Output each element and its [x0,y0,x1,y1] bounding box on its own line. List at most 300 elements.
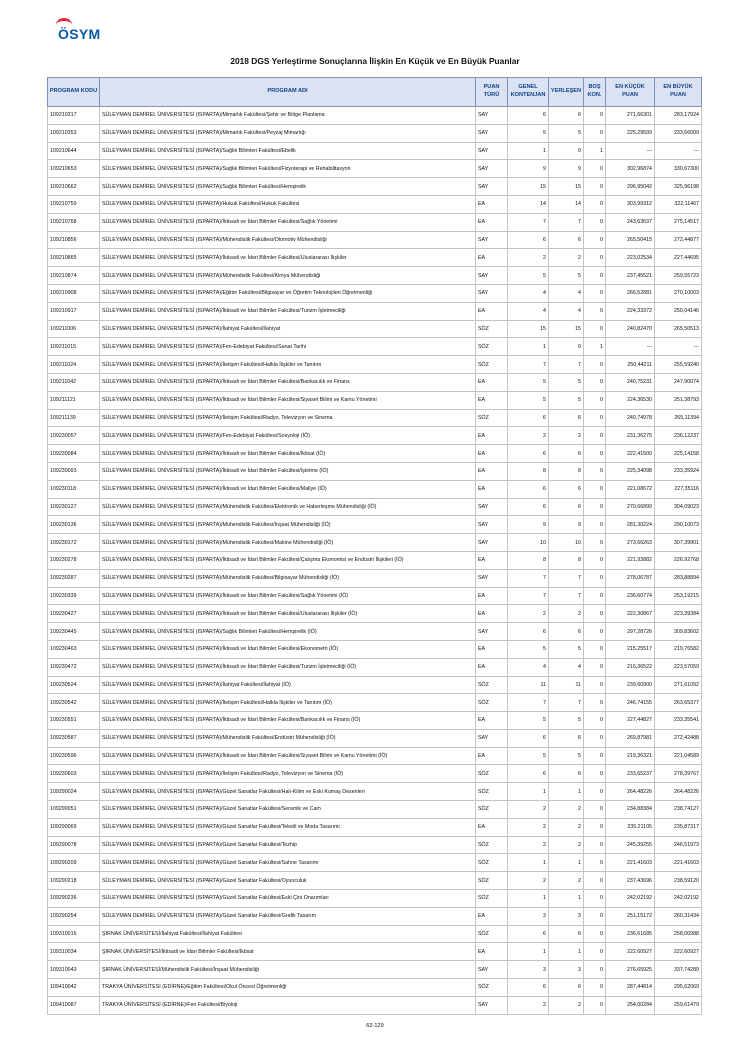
cell-min-score: 236,60774 [606,587,655,605]
cell-program-code: 109230084 [48,445,100,463]
cell-placed: 1 [549,890,584,908]
cell-min-score: 227,44827 [606,712,655,730]
cell-program-code: 109211121 [48,391,100,409]
cell-empty-quota: 0 [584,160,606,178]
cell-max-score: 271,61092 [655,676,702,694]
cell-empty-quota: 0 [584,427,606,445]
cell-placed: 8 [549,462,584,480]
cell-empty-quota: 0 [584,747,606,765]
cell-program-name: SÜLEYMAN DEMİREL ÜNİVERSİTESİ (ISPARTA)/Güzel Sanatlar Fakültesi/Halı-Kilim ve Eski Kumaş Desenleri [100,783,476,801]
cell-max-score: 307,39901 [655,534,702,552]
cell-max-score: 226,92768 [655,551,702,569]
cell-empty-quota: 0 [584,836,606,854]
table-row [48,445,702,463]
cell-score-type: EA [476,391,508,409]
table-row [48,249,702,267]
table-row [48,729,702,747]
cell-max-score: 264,48226 [655,783,702,801]
cell-quota: 5 [508,747,549,765]
table-row [48,818,702,836]
cell-program-name: SÜLEYMAN DEMİREL ÜNİVERSİTESİ (ISPARTA)/Güzel Sanatlar Fakültesi/Tekstil ve Moda Tasarımı [100,818,476,836]
cell-program-code: 109230463 [48,640,100,658]
cell-program-name: TRAKYA ÜNİVERSİTESİ (EDİRNE)/Eğitim Fakültesi/Okul Öncesi Öğretmenliği [100,979,476,997]
cell-placed: 6 [549,623,584,641]
cell-quota: 1 [508,890,549,908]
cell-quota: 14 [508,195,549,213]
cell-placed: 1 [549,783,584,801]
cell-program-code: 109211139 [48,409,100,427]
cell-program-code: 109290051 [48,801,100,819]
cell-max-score: 283,17924 [655,107,702,125]
cell-empty-quota: 0 [584,658,606,676]
cell-program-code: 109210662 [48,178,100,196]
cell-placed: 7 [549,587,584,605]
cell-program-name: ŞIRNAK ÜNİVERSİTESİ/Mühendislik Fakültesi/İnşaat Mühendisliği [100,961,476,979]
cell-program-name: SÜLEYMAN DEMİREL ÜNİVERSİTESİ (ISPARTA)/İktisadi ve İdari Bilimler Fakültesi/Sağlık Yönetimi (İÖ) [100,587,476,605]
cell-program-code: 109230287 [48,569,100,587]
cell-min-score: 240,75231 [606,373,655,391]
cell-placed: 11 [549,676,584,694]
cell-program-name: SÜLEYMAN DEMİREL ÜNİVERSİTESİ (ISPARTA)/İktisadi ve İdari Bilimler Fakültesi/Bankacılık ve Finans [100,373,476,391]
osym-logo [50,14,110,54]
cell-placed: 4 [549,302,584,320]
cell-empty-quota: 0 [584,676,606,694]
table-row [48,712,702,730]
cell-quota: 5 [508,640,549,658]
table-row [48,747,702,765]
cell-quota: 10 [508,534,549,552]
cell-program-code: 109210908 [48,284,100,302]
cell-min-score: 236,61685 [606,925,655,943]
cell-max-score: 272,42488 [655,729,702,747]
cell-empty-quota: 0 [584,569,606,587]
cell-quota: 6 [508,765,549,783]
cell-quota: 8 [508,462,549,480]
cell-min-score: 276,65925 [606,961,655,979]
cell-quota: 9 [508,160,549,178]
cell-program-name: SÜLEYMAN DEMİREL ÜNİVERSİTESİ (ISPARTA)/Güzel Sanatlar Fakültesi/Eski Çini Onarımları [100,890,476,908]
cell-score-type: SAY [476,498,508,516]
table-row [48,961,702,979]
cell-min-score: 222,41500 [606,445,655,463]
cell-program-name: SÜLEYMAN DEMİREL ÜNİVERSİTESİ (ISPARTA)/İktisadi ve İdari Bilimler Fakültesi/Uluslararası İlişkiler [100,249,476,267]
cell-program-code: 109290069 [48,818,100,836]
cell-score-type: EA [476,907,508,925]
cell-program-name: SÜLEYMAN DEMİREL ÜNİVERSİTESİ (ISPARTA)/Mühendislik Fakültesi/Bilgisayar Mühendisliği (İÖ) [100,569,476,587]
cell-max-score: 223,57059 [655,658,702,676]
cell-placed: 6 [549,925,584,943]
cell-max-score: 250,04146 [655,302,702,320]
cell-score-type: SÖZ [476,890,508,908]
cell-placed: 15 [549,320,584,338]
cell-score-type: SÖZ [476,694,508,712]
cell-min-score: 243,63637 [606,213,655,231]
cell-quota: 8 [508,551,549,569]
cell-program-code: 109210865 [48,249,100,267]
cell-placed: 1 [549,854,584,872]
cell-program-code: 109211024 [48,356,100,374]
cell-empty-quota: 0 [584,516,606,534]
cell-program-code: 109210653 [48,160,100,178]
cell-max-score: 233,66009 [655,124,702,142]
table-row [48,107,702,125]
cell-score-type: SAY [476,516,508,534]
cell-quota: 6 [508,729,549,747]
header-max-score: EN BÜYÜK PUAN [655,78,702,107]
cell-program-code: 109230524 [48,676,100,694]
cell-min-score: 223,02534 [606,249,655,267]
cell-quota: 6 [508,623,549,641]
table-row [48,480,702,498]
cell-program-name: SÜLEYMAN DEMİREL ÜNİVERSİTESİ (ISPARTA)/Mühendislik Fakültesi/Endüstri Mühendisliği (İÖ) [100,729,476,747]
cell-quota: 5 [508,391,549,409]
cell-placed: 10 [549,534,584,552]
cell-program-code: 109211015 [48,338,100,356]
table-row [48,907,702,925]
cell-quota: 7 [508,356,549,374]
cell-max-score: 223,39384 [655,605,702,623]
table-row [48,231,702,249]
cell-max-score: 253,19215 [655,587,702,605]
cell-min-score: 221,41603 [606,854,655,872]
cell-max-score: 246,51973 [655,836,702,854]
cell-program-name: SÜLEYMAN DEMİREL ÜNİVERSİTESİ (ISPARTA)/İlahiyat Fakültesi/İlahiyat (İÖ) [100,676,476,694]
cell-score-type: EA [476,587,508,605]
cell-score-type: SAY [476,623,508,641]
cell-empty-quota: 0 [584,872,606,890]
cell-score-type: EA [476,943,508,961]
cell-placed: 2 [549,427,584,445]
table-row [48,534,702,552]
cell-max-score: 258,00988 [655,925,702,943]
cell-program-name: ŞIRNAK ÜNİVERSİTESİ/İktisadi ve İdari Bilimler Fakültesi/İktisat [100,943,476,961]
cell-program-name: SÜLEYMAN DEMİREL ÜNİVERSİTESİ (ISPARTA)/İktisadi ve İdari Bilimler Fakültesi/Siyaset Bilimi ve Kamu Yönetimi [100,391,476,409]
cell-empty-quota: 0 [584,284,606,302]
cell-max-score: 259,55723 [655,267,702,285]
cell-empty-quota: 0 [584,890,606,908]
cell-quota: 2 [508,872,549,890]
cell-score-type: EA [476,480,508,498]
table-row [48,551,702,569]
cell-program-name: TRAKYA ÜNİVERSİTESİ (EDİRNE)/Fen Fakültesi/Biyoloji [100,996,476,1014]
cell-program-code: 109230603 [48,765,100,783]
table-row [48,694,702,712]
cell-program-code: 109230278 [48,551,100,569]
cell-placed: 2 [549,818,584,836]
cell-max-score: 283,88894 [655,569,702,587]
table-row [48,890,702,908]
cell-program-name: SÜLEYMAN DEMİREL ÜNİVERSİTESİ (ISPARTA)/İktisadi ve İdari Bilimler Fakültesi/İktisat (İÖ) [100,445,476,463]
cell-program-name: SÜLEYMAN DEMİREL ÜNİVERSİTESİ (ISPARTA)/Sağlık Bilimleri Fakültesi/Ebelik [100,142,476,160]
cell-placed: 4 [549,658,584,676]
cell-min-score: 231,36275 [606,427,655,445]
table-row [48,462,702,480]
table-row [48,409,702,427]
cell-min-score: 302,96874 [606,160,655,178]
table-row [48,320,702,338]
cell-empty-quota: 0 [584,801,606,819]
cell-program-name: SÜLEYMAN DEMİREL ÜNİVERSİTESİ (ISPARTA)/İktisadi ve İdari Bilimler Fakültesi/Sağlık Yönetimi [100,213,476,231]
cell-program-name: SÜLEYMAN DEMİREL ÜNİVERSİTESİ (ISPARTA)/İktisadi ve İdari Bilimler Fakültesi/Uluslararası İlişkiler (İÖ) [100,605,476,623]
table-row [48,213,702,231]
cell-empty-quota: 0 [584,373,606,391]
cell-placed: 5 [549,373,584,391]
table-body [48,107,702,1015]
table-row [48,338,702,356]
cell-program-code: 109210874 [48,267,100,285]
cell-placed: 5 [549,747,584,765]
cell-quota: 6 [508,107,549,125]
cell-program-name: SÜLEYMAN DEMİREL ÜNİVERSİTESİ (ISPARTA)/İletişim Fakültesi/Radyo, Televizyon ve Sinema [100,409,476,427]
page-number: 62-129 [366,1023,384,1029]
cell-quota: 6 [508,498,549,516]
cell-empty-quota: 0 [584,231,606,249]
cell-score-type: SÖZ [476,783,508,801]
cell-quota: 6 [508,409,549,427]
cell-program-code: 109310034 [48,943,100,961]
cell-program-name: SÜLEYMAN DEMİREL ÜNİVERSİTESİ (ISPARTA)/İktisadi ve İdari Bilimler Fakültesi/Turizm İşletmeciliği (İÖ) [100,658,476,676]
cell-placed: 14 [549,195,584,213]
cell-placed: 7 [549,356,584,374]
cell-empty-quota: 0 [584,213,606,231]
cell-score-type: SAY [476,267,508,285]
cell-quota: 2 [508,996,549,1014]
cell-min-score: 269,87981 [606,729,655,747]
cell-quota: 4 [508,658,549,676]
cell-score-type: SAY [476,729,508,747]
cell-program-name: SÜLEYMAN DEMİREL ÜNİVERSİTESİ (ISPARTA)/İletişim Fakültesi/Radyo, Televizyon ve Sinema (İÖ) [100,765,476,783]
cell-max-score: 265,50513 [655,320,702,338]
table-row [48,178,702,196]
table-row [48,996,702,1014]
cell-max-score: 295,62069 [655,979,702,997]
cell-program-name: SÜLEYMAN DEMİREL ÜNİVERSİTESİ (ISPARTA)/İktisadi ve İdari Bilimler Fakültesi/İşletme (İÖ) [100,462,476,480]
cell-program-code: 109230057 [48,427,100,445]
cell-max-score: 322,11467 [655,195,702,213]
cell-score-type: EA [476,747,508,765]
cell-placed: 3 [549,961,584,979]
table-row [48,356,702,374]
cell-max-score: 309,83602 [655,623,702,641]
cell-program-code: 109230551 [48,712,100,730]
cell-empty-quota: 0 [584,605,606,623]
cell-score-type: SÖZ [476,338,508,356]
table-row [48,640,702,658]
cell-min-score: 303,99312 [606,195,655,213]
cell-placed: 4 [549,284,584,302]
header-row [48,78,702,107]
cell-empty-quota: 0 [584,534,606,552]
cell-placed: 0 [549,338,584,356]
cell-empty-quota: 1 [584,338,606,356]
cell-score-type: SÖZ [476,925,508,943]
cell-max-score: 290,10073 [655,516,702,534]
cell-quota: 6 [508,231,549,249]
table-row [48,623,702,641]
cell-empty-quota: 0 [584,320,606,338]
cell-score-type: EA [476,551,508,569]
cell-placed: 9 [549,516,584,534]
header-placed: YERLEŞEN [549,78,584,107]
cell-placed: 2 [549,605,584,623]
cell-program-name: SÜLEYMAN DEMİREL ÜNİVERSİTESİ (ISPARTA)/İktisadi ve İdari Bilimler Fakültesi/Siyaset Bilimi ve Kamu Yönetimi (İÖ) [100,747,476,765]
cell-min-score: 237,45521 [606,267,655,285]
cell-max-score: 272,44877 [655,231,702,249]
cell-program-name: SÜLEYMAN DEMİREL ÜNİVERSİTESİ (ISPARTA)/Hukuk Fakültesi/Hukuk Fakültesi [100,195,476,213]
cell-max-score: 221,04589 [655,747,702,765]
cell-max-score: 238,74127 [655,801,702,819]
cell-min-score: 246,74155 [606,694,655,712]
cell-min-score: 221,93882 [606,551,655,569]
cell-program-name: SÜLEYMAN DEMİREL ÜNİVERSİTESİ (ISPARTA)/Mimarlık Fakültesi/Şehir ve Bölge Planlama [100,107,476,125]
cell-quota: 6 [508,925,549,943]
cell-score-type: SAY [476,142,508,160]
cell-min-score: 225,29599 [606,124,655,142]
cell-program-name: SÜLEYMAN DEMİREL ÜNİVERSİTESİ (ISPARTA)/Eğitim Fakültesi/Bilgisayar ve Öğretim Teknolojileri Öğretmenliği [100,284,476,302]
cell-max-score: 233,35924 [655,462,702,480]
cell-empty-quota: 0 [584,996,606,1014]
cell-score-type: SÖZ [476,836,508,854]
cell-empty-quota: 0 [584,943,606,961]
cell-score-type: EA [476,427,508,445]
cell-placed: 7 [549,569,584,587]
cell-min-score: 251,15172 [606,907,655,925]
cell-placed: 6 [549,107,584,125]
cell-quota: 4 [508,302,549,320]
cell-empty-quota: 0 [584,818,606,836]
table-row [48,765,702,783]
cell-program-name: SÜLEYMAN DEMİREL ÜNİVERSİTESİ (ISPARTA)/Mimarlık Fakültesi/Peyzaj Mimarlığı [100,124,476,142]
cell-empty-quota: 0 [584,925,606,943]
cell-score-type: EA [476,605,508,623]
cell-placed: 7 [549,694,584,712]
cell-min-score: 254,00284 [606,996,655,1014]
cell-placed: 5 [549,712,584,730]
cell-empty-quota: 0 [584,107,606,125]
cell-program-code: 109290218 [48,872,100,890]
cell-score-type: SAY [476,284,508,302]
cell-max-score: 238,59120 [655,872,702,890]
cell-min-score: 265,50415 [606,231,655,249]
cell-score-type: SAY [476,107,508,125]
cell-max-score: --- [655,142,702,160]
cell-program-code: 109310043 [48,961,100,979]
cell-program-name: SÜLEYMAN DEMİREL ÜNİVERSİTESİ (ISPARTA)/Sağlık Bilimleri Fakültesi/Hemşirelik (İÖ) [100,623,476,641]
cell-min-score: 224,36530 [606,391,655,409]
cell-program-name: ŞIRNAK ÜNİVERSİTESİ/İlahiyat Fakültesi/İlahiyat Fakültesi [100,925,476,943]
cell-min-score: 239,60900 [606,676,655,694]
cell-empty-quota: 0 [584,979,606,997]
cell-quota: 6 [508,445,549,463]
cell-max-score: 242,02192 [655,890,702,908]
cell-score-type: SAY [476,124,508,142]
cell-quota: 2 [508,249,549,267]
cell-program-name: SÜLEYMAN DEMİREL ÜNİVERSİTESİ (ISPARTA)/Sağlık Bilimleri Fakültesi/Fizyoterapi ve Rehabilitasyon [100,160,476,178]
cell-placed: 5 [549,391,584,409]
header-program-code: PROGRAM KODU [48,78,100,107]
cell-empty-quota: 0 [584,765,606,783]
cell-placed: 2 [549,801,584,819]
cell-quota: 2 [508,605,549,623]
cell-min-score: 215,25517 [606,640,655,658]
cell-program-code: 109210759 [48,195,100,213]
cell-score-type: SAY [476,160,508,178]
cell-program-name: SÜLEYMAN DEMİREL ÜNİVERSİTESİ (ISPARTA)/Mühendislik Fakültesi/Elektronik ve Haberleşme Mühendisliği (İÖ) [100,498,476,516]
cell-placed: 9 [549,160,584,178]
header-program-name: PROGRAM ADI [100,78,476,107]
table-row [48,801,702,819]
cell-score-type: EA [476,373,508,391]
cell-empty-quota: 0 [584,907,606,925]
cell-score-type: EA [476,712,508,730]
cell-empty-quota: 0 [584,498,606,516]
table-row [48,658,702,676]
table-row [48,284,702,302]
cell-quota: 15 [508,320,549,338]
table-row [48,836,702,854]
table-row [48,195,702,213]
cell-max-score: 278,39767 [655,765,702,783]
cell-max-score: 221,41603 [655,854,702,872]
cell-quota: 4 [508,284,549,302]
cell-score-type: SÖZ [476,979,508,997]
cell-program-code: 109210917 [48,302,100,320]
cell-placed: 15 [549,178,584,196]
cell-program-name: SÜLEYMAN DEMİREL ÜNİVERSİTESİ (ISPARTA)/Güzel Sanatlar Fakültesi/Oyunculuk [100,872,476,890]
cell-max-score: 236,12237 [655,427,702,445]
cell-max-score: 259,61479 [655,996,702,1014]
table-row [48,676,702,694]
cell-placed: 6 [549,979,584,997]
cell-max-score: 251,38793 [655,391,702,409]
cell-empty-quota: 1 [584,142,606,160]
cell-program-name: SÜLEYMAN DEMİREL ÜNİVERSİTESİ (ISPARTA)/Fen-Edebiyat Fakültesi/Sanat Tarihi [100,338,476,356]
cell-score-type: SÖZ [476,676,508,694]
cell-empty-quota: 0 [584,480,606,498]
cell-empty-quota: 0 [584,640,606,658]
cell-empty-quota: 0 [584,551,606,569]
cell-program-code: 109410042 [48,979,100,997]
cell-score-type: EA [476,249,508,267]
cell-max-score: 304,09023 [655,498,702,516]
cell-max-score: 330,67300 [655,160,702,178]
cell-min-score: 216,36522 [606,658,655,676]
cell-placed: 5 [549,267,584,285]
cell-program-code: 109230596 [48,747,100,765]
cell-program-code: 109230339 [48,587,100,605]
cell-placed: 6 [549,231,584,249]
cell-program-code: 109210317 [48,107,100,125]
cell-empty-quota: 0 [584,694,606,712]
cell-empty-quota: 0 [584,729,606,747]
cell-program-code: 109290236 [48,890,100,908]
cell-empty-quota: 0 [584,124,606,142]
cell-program-name: SÜLEYMAN DEMİREL ÜNİVERSİTESİ (ISPARTA)/İlahiyat Fakültesi/İlahiyat [100,320,476,338]
table-row [48,979,702,997]
cell-placed: 5 [549,124,584,142]
table-row [48,498,702,516]
cell-program-name: SÜLEYMAN DEMİREL ÜNİVERSİTESİ (ISPARTA)/Güzel Sanatlar Fakültesi/Sahne Tasarımı [100,854,476,872]
cell-min-score: 237,43696 [606,872,655,890]
cell-quota: 7 [508,213,549,231]
cell-program-name: SÜLEYMAN DEMİREL ÜNİVERSİTESİ (ISPARTA)/Mühendislik Fakültesi/Kimya Mühendisliği [100,267,476,285]
cell-quota: 5 [508,267,549,285]
cell-score-type: SAY [476,534,508,552]
cell-program-code: 109230172 [48,534,100,552]
cell-max-score: 235,87317 [655,818,702,836]
cell-empty-quota: 0 [584,302,606,320]
cell-min-score: 233,65237 [606,765,655,783]
